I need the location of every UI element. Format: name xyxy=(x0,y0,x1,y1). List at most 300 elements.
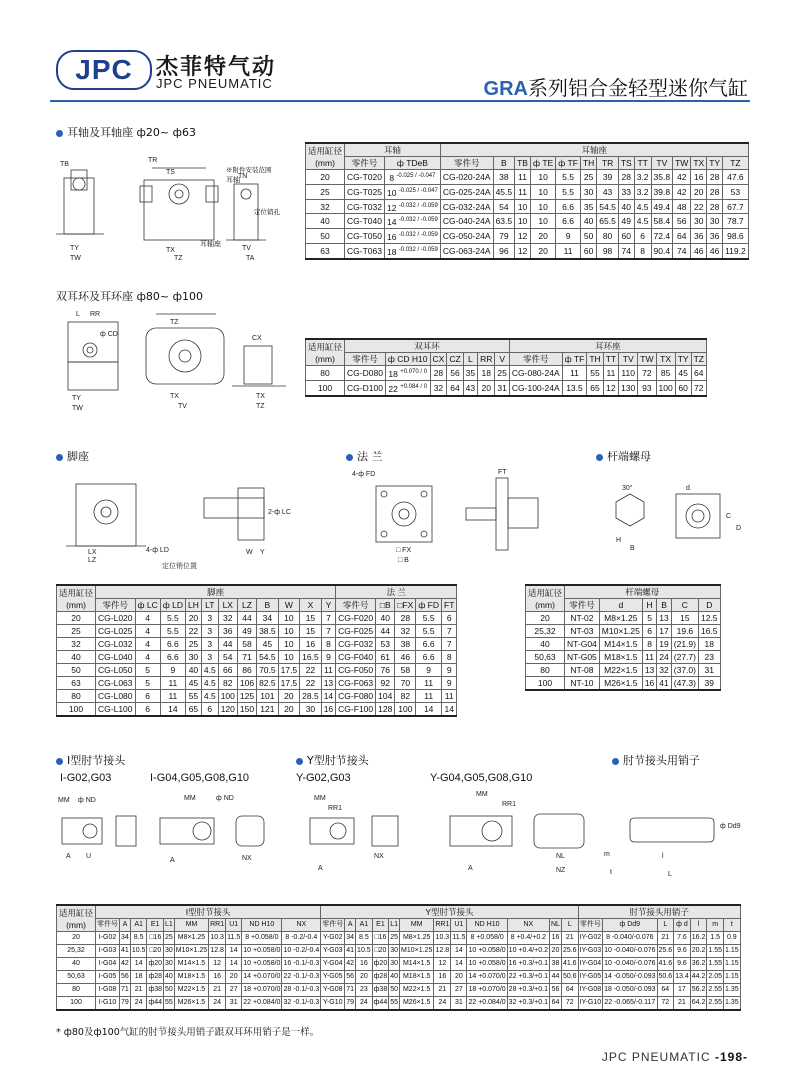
clevis-table xyxy=(305,338,707,397)
table-cell: 54.5 xyxy=(597,199,619,214)
table-cell: 10 xyxy=(530,199,555,214)
table-cell: CG-020-24A xyxy=(440,170,493,185)
svg-text:m: m xyxy=(604,851,610,858)
table-cell: 12 $^{-0.032 / -0.059}$ xyxy=(384,199,440,214)
table-cell: 64 xyxy=(550,997,562,1011)
y-sub-1: Y-G02,G03 xyxy=(296,772,351,784)
table-cell: 41 xyxy=(345,945,356,958)
table-cell: 24 xyxy=(356,997,373,1011)
table-cell: 98.6 xyxy=(723,229,749,244)
table-cell: 150 xyxy=(237,703,256,717)
i-group-header: I型肘节接头 xyxy=(96,905,321,919)
table-cell: 34 xyxy=(120,932,131,945)
table-cell: CG-F080 xyxy=(336,690,376,703)
table-cell: 21 xyxy=(209,984,226,997)
table-cell: M18×1.5 xyxy=(400,971,434,984)
section-clevis xyxy=(56,288,203,304)
table-cell: CG-T063 xyxy=(345,244,385,259)
series-title xyxy=(484,72,748,101)
table-cell: 13 xyxy=(657,612,671,625)
foot-flange-table xyxy=(56,584,457,717)
table-cell: ф38 xyxy=(372,984,389,997)
table-cell: 32 xyxy=(218,612,237,625)
column-header: ф LD xyxy=(160,599,185,612)
table-cell: 16 xyxy=(642,677,656,691)
table-cell: 40 xyxy=(163,971,174,984)
bore-header: 适用缸径 (mm) xyxy=(57,905,96,932)
svg-text:U: U xyxy=(86,853,92,860)
table-cell: 40 xyxy=(389,971,400,984)
column-header: TV xyxy=(619,353,638,366)
table-cell: 18 +0.070/0 xyxy=(242,984,282,997)
table-cell: 1.35 xyxy=(724,997,741,1011)
table-cell: 63.5 xyxy=(493,214,515,229)
column-header: U1 xyxy=(451,919,467,932)
table-cell: 25.6 xyxy=(657,945,674,958)
column-header: NX xyxy=(507,919,549,932)
table-cell: 10 xyxy=(278,625,300,638)
nut-group-header: 杆端螺母 xyxy=(565,585,721,599)
bore-header: 适用缸径 (mm) xyxy=(57,585,96,612)
bore-header: 适用缸径 (mm) xyxy=(306,339,345,366)
table-cell: 17.5 xyxy=(278,664,300,677)
table-cell: 25 xyxy=(163,932,174,945)
table-cell: 13.5 xyxy=(562,380,587,395)
table-cell: 50.6 xyxy=(657,971,674,984)
table-row xyxy=(57,971,741,984)
table-cell: 32 xyxy=(57,638,96,651)
bullet-icon xyxy=(346,454,353,461)
table-cell: 36.2 xyxy=(690,958,707,971)
column-header: LT xyxy=(201,599,218,612)
table-cell: 35 xyxy=(580,199,596,214)
column-header: TZ xyxy=(691,353,706,366)
svg-text:4-ф LD: 4-ф LD xyxy=(146,547,169,554)
table-cell: ф20 xyxy=(372,958,389,971)
column-header: CX xyxy=(430,353,447,366)
table-cell: 13.4 xyxy=(674,971,691,984)
table-cell: 44 xyxy=(376,625,395,638)
table-cell: 22 +0.3/+0.1 xyxy=(507,971,549,984)
column-header: W xyxy=(278,599,300,612)
section-y-title: Y型肘节接头 xyxy=(307,754,369,767)
table-cell: 24 xyxy=(130,997,147,1011)
label-note: ※附件安装范围 xyxy=(226,167,272,174)
table-cell: 96 xyxy=(493,244,515,259)
svg-text:NX: NX xyxy=(242,855,252,862)
table-cell: (47.3) xyxy=(671,677,698,691)
svg-text:ф Dd9: ф Dd9 xyxy=(720,823,741,830)
table-cell: 40 xyxy=(618,199,634,214)
table-cell: 39.8 xyxy=(651,184,673,199)
table-cell: I-G08 xyxy=(96,984,120,997)
svg-text:4-ф FD: 4-ф FD xyxy=(352,471,376,478)
table-cell: 104 xyxy=(376,690,395,703)
table-cell: NT-02 xyxy=(565,612,600,625)
table-cell: 6.6 xyxy=(416,651,442,664)
table-cell: NT-03 xyxy=(565,625,600,638)
table-cell: 56.2 xyxy=(690,984,707,997)
table-cell: 42 xyxy=(673,184,691,199)
table-cell: 3.2 xyxy=(634,170,651,185)
table-cell: 20 xyxy=(691,184,707,199)
table-cell: 2.05 xyxy=(707,971,724,984)
table-cell: CG-F020 xyxy=(336,612,376,625)
table-cell: 16 xyxy=(321,703,335,717)
table-cell: 54 xyxy=(493,199,515,214)
table-cell: IY-G03 xyxy=(578,945,603,958)
table-cell: 2.55 xyxy=(707,997,724,1011)
table-cell: 60 xyxy=(580,244,596,259)
table-cell: 20 xyxy=(451,971,467,984)
table-cell: 15 xyxy=(300,625,322,638)
table-cell: 10 xyxy=(530,170,555,185)
table-cell: Y-G10 xyxy=(321,997,345,1011)
table-cell: M18×1.5 xyxy=(174,971,208,984)
table-row xyxy=(306,184,749,199)
label-seat: 耳轴座 xyxy=(200,241,221,248)
svg-text:L: L xyxy=(76,311,80,318)
svg-text:RR1: RR1 xyxy=(328,805,343,812)
table-cell: CG-L025 xyxy=(96,625,136,638)
table-cell: 6 xyxy=(135,703,160,717)
tolerance: +0.070 / 0 xyxy=(400,369,428,375)
svg-text:TY: TY xyxy=(72,395,81,402)
table-cell: 14 -0.050/-0.093 xyxy=(603,971,657,984)
table-cell: 35.8 xyxy=(651,170,673,185)
clevis-group-header: 双耳环 xyxy=(345,339,510,353)
table-cell: 30 xyxy=(707,214,723,229)
table-cell: 13 xyxy=(642,664,656,677)
table-cell: 41 xyxy=(657,677,671,691)
table-cell: M22×1.5 xyxy=(174,984,208,997)
table-row xyxy=(57,690,457,703)
svg-text:NX: NX xyxy=(374,853,384,860)
table-cell: 17.5 xyxy=(278,677,300,690)
table-cell: 79 xyxy=(120,997,131,1011)
table-cell: 40 xyxy=(580,214,596,229)
svg-text:TX: TX xyxy=(256,393,265,400)
table-row xyxy=(57,664,457,677)
table-cell: 20 xyxy=(57,932,96,945)
table-row xyxy=(57,997,741,1011)
table-row xyxy=(526,664,721,677)
table-cell: 93 xyxy=(638,380,656,395)
table-cell: 21 xyxy=(561,932,578,945)
table-cell: 90.4 xyxy=(651,244,673,259)
table-cell: 22 $^{+0.084 / 0}$ xyxy=(385,380,430,395)
table-cell: 58.4 xyxy=(651,214,673,229)
svg-text:TY: TY xyxy=(70,245,79,252)
table-cell: 55 xyxy=(587,366,603,381)
table-cell: 78.7 xyxy=(723,214,749,229)
table-cell: 55 xyxy=(163,997,174,1011)
table-cell: 38 xyxy=(493,170,515,185)
table-cell: 4 xyxy=(135,625,160,638)
table-cell: 5.5 xyxy=(160,625,185,638)
table-cell: M10×1.25 xyxy=(599,625,642,638)
section-i-title: I型肘节接头 xyxy=(67,754,126,767)
table-cell: 15 xyxy=(671,612,698,625)
table-cell: 65 xyxy=(587,380,603,395)
table-cell: NT-08 xyxy=(565,664,600,677)
bore-header: 适用缸径 (mm) xyxy=(526,585,565,612)
table-cell: CG-L100 xyxy=(96,703,136,717)
footnote: * ф80及ф100气缸的肘节接头用销子跟双耳环用销子是一样。 xyxy=(56,1027,320,1038)
table-cell: NT-G04 xyxy=(565,638,600,651)
table-cell: 18 xyxy=(478,366,495,381)
table-cell: 19 xyxy=(657,638,671,651)
svg-text:NZ: NZ xyxy=(556,867,566,874)
table-cell: 11.5 xyxy=(451,932,467,945)
bullet-icon xyxy=(56,454,63,461)
column-header: TX xyxy=(656,353,675,366)
table-cell: 45 xyxy=(185,677,201,690)
table-row xyxy=(57,612,457,625)
table-cell: 98 xyxy=(597,244,619,259)
table-cell: 4.5 xyxy=(201,690,218,703)
column-header: LZ xyxy=(237,599,256,612)
table-row xyxy=(526,638,721,651)
table-cell: CG-T025 xyxy=(345,184,385,199)
table-cell: 18 xyxy=(698,638,720,651)
table-cell: 14 xyxy=(226,945,242,958)
table-cell: 40 xyxy=(306,214,345,229)
table-cell: 6 xyxy=(442,612,457,625)
svg-text:L: L xyxy=(668,871,672,878)
column-header: 零件号 xyxy=(565,599,600,612)
table-cell: 1.15 xyxy=(724,945,741,958)
table-cell: 1.55 xyxy=(707,945,724,958)
table-cell: 12 xyxy=(515,229,531,244)
column-header: FT xyxy=(442,599,457,612)
bullet-icon xyxy=(56,758,63,765)
joint-table xyxy=(56,904,741,1011)
table-cell: 14 xyxy=(226,958,242,971)
column-header: ND H10 xyxy=(242,919,282,932)
table-cell: 4.5 xyxy=(201,664,218,677)
table-cell: 25 xyxy=(580,170,596,185)
column-header: NL xyxy=(550,919,562,932)
table-cell: 50 xyxy=(389,984,400,997)
brand-name-cn: 杰菲特气动 xyxy=(156,55,277,80)
table-cell: 12.8 xyxy=(209,945,226,958)
svg-text:ф ND: ф ND xyxy=(78,797,96,804)
table-cell: M14×1.5 xyxy=(599,638,642,651)
table-row xyxy=(306,244,749,259)
table-cell: CG-F025 xyxy=(336,625,376,638)
table-cell: 22 +0.084/0 xyxy=(242,997,282,1011)
table-cell: 16 xyxy=(300,638,322,651)
column-header: V xyxy=(495,353,509,366)
table-cell: Y-G04 xyxy=(321,958,345,971)
table-cell: 14 +0.070/0 xyxy=(242,971,282,984)
table-cell: 9 xyxy=(442,664,457,677)
table-row xyxy=(57,651,457,664)
table-cell: 10.3 xyxy=(209,932,226,945)
brand-name-en: JPC PNEUMATIC xyxy=(156,76,273,91)
column-header: LH xyxy=(185,599,201,612)
table-cell: 40 xyxy=(185,664,201,677)
table-cell: 8 xyxy=(642,638,656,651)
table-cell: 6.6 xyxy=(160,638,185,651)
table-cell: 92 xyxy=(376,677,395,690)
table-cell: 30 xyxy=(389,958,400,971)
table-cell: 8 +0.058/0 xyxy=(242,932,282,945)
table-cell: 30 xyxy=(163,958,174,971)
table-cell: 7 xyxy=(321,612,335,625)
table-cell: 9 xyxy=(160,664,185,677)
table-cell: 8 -0.2/-0.4 xyxy=(282,932,321,945)
table-cell: 70.5 xyxy=(257,664,279,677)
table-cell: 61 xyxy=(376,651,395,664)
table-cell: ф44 xyxy=(372,997,389,1011)
column-header: MM xyxy=(400,919,434,932)
column-header: TW xyxy=(673,157,691,170)
table-cell: 11 xyxy=(321,664,335,677)
table-cell: 28 xyxy=(395,612,416,625)
table-cell: 25 xyxy=(389,932,400,945)
table-cell: IY-G04 xyxy=(578,958,603,971)
table-cell: CG-F040 xyxy=(336,651,376,664)
svg-text:TZ: TZ xyxy=(174,255,183,262)
table-cell: 71 xyxy=(120,984,131,997)
svg-text:MM: MM xyxy=(58,797,70,804)
column-header: LX xyxy=(218,599,237,612)
table-cell: 74 xyxy=(673,244,691,259)
table-cell: 14 xyxy=(416,703,442,717)
svg-text:RR: RR xyxy=(90,311,101,318)
table-cell: 6 xyxy=(135,690,160,703)
table-cell: CG-T040 xyxy=(345,214,385,229)
pin-group-header: 肘节接头用销子 xyxy=(578,905,740,919)
table-cell: 21 xyxy=(657,932,674,945)
table-cell: 58 xyxy=(395,664,416,677)
table-cell: CG-T020 xyxy=(345,170,385,185)
table-cell: 16 $^{-0.032 / -0.059}$ xyxy=(384,229,440,244)
seat-group-header: 耳轴座 xyxy=(440,143,748,157)
table-cell: 56 xyxy=(345,971,356,984)
column-header: B xyxy=(657,599,671,612)
table-cell: 12.5 xyxy=(698,612,720,625)
tolerance: +0.084 / 0 xyxy=(400,383,428,390)
table-cell: 7 xyxy=(321,625,335,638)
svg-text:LZ: LZ xyxy=(88,557,97,564)
svg-text:TS: TS xyxy=(166,169,175,176)
table-cell: 63 xyxy=(57,677,96,690)
column-header: TH xyxy=(587,353,603,366)
table-cell: 72 xyxy=(638,366,656,381)
column-header: 零件号 xyxy=(345,353,386,366)
table-cell: 35 xyxy=(463,366,477,381)
table-cell: (27.7) xyxy=(671,651,698,664)
table-cell: M8×1.25 xyxy=(400,932,434,945)
table-cell: 36 xyxy=(707,229,723,244)
table-cell: 100 xyxy=(57,997,96,1011)
seat-part-header: 零件号 xyxy=(440,157,493,170)
table-cell: 31 xyxy=(495,380,509,395)
table-cell: 3 xyxy=(201,651,218,664)
table-cell: 24 xyxy=(657,651,671,664)
table-cell: 10 +0.058/0 xyxy=(242,945,282,958)
svg-text:l: l xyxy=(662,853,664,860)
table-cell: 10 +0.058/0 xyxy=(242,958,282,971)
table-cell: CG-L080 xyxy=(96,690,136,703)
bullet-icon xyxy=(296,758,303,765)
table-cell: 20 xyxy=(478,380,495,395)
table-cell: IY-G02 xyxy=(578,932,603,945)
table-cell: 2.55 xyxy=(707,984,724,997)
svg-text:MM: MM xyxy=(476,791,488,798)
svg-text:TZ: TZ xyxy=(170,319,179,326)
svg-text:t: t xyxy=(610,869,612,876)
column-header: TT xyxy=(603,353,618,366)
table-cell: 119.2 xyxy=(723,244,749,259)
table-cell: Y-G08 xyxy=(321,984,345,997)
table-cell: CG-063-24A xyxy=(440,244,493,259)
table-cell: 11 xyxy=(416,690,442,703)
table-cell: 32 -0.1/-0.3 xyxy=(282,997,321,1011)
table-cell: ф28 xyxy=(147,971,164,984)
i-sub-1: I-G02,G03 xyxy=(60,772,112,784)
table-cell: 20 xyxy=(530,244,555,259)
table-cell: 4.5 xyxy=(634,214,651,229)
tolerance: -0.025 / -0.047 xyxy=(396,173,436,179)
table-cell: 46 xyxy=(707,244,723,259)
table-cell: 82 xyxy=(218,677,237,690)
table-cell: 10 -0.040/-0.076 xyxy=(603,945,657,958)
table-cell: 76 xyxy=(376,664,395,677)
table-cell: 30 xyxy=(300,703,322,717)
table-cell: 38 xyxy=(550,958,562,971)
table-cell: M26×1.5 xyxy=(400,997,434,1011)
table-row xyxy=(57,958,741,971)
table-cell: 41 xyxy=(120,945,131,958)
table-cell: 46 xyxy=(395,651,416,664)
table-cell: 38.5 xyxy=(257,625,279,638)
column-header: RR xyxy=(478,353,495,366)
table-cell: 80 xyxy=(526,664,565,677)
table-cell: 10 xyxy=(515,199,531,214)
table-row xyxy=(57,932,741,945)
table-cell: CG-025-24A xyxy=(440,184,493,199)
svg-text:A: A xyxy=(66,853,71,860)
column-header: 零件号 xyxy=(96,919,120,932)
table-cell: 8 xyxy=(321,638,335,651)
table-cell: 14 +0.070/0 xyxy=(467,971,507,984)
column-header: Y xyxy=(321,599,335,612)
bullet-icon xyxy=(612,758,619,765)
svg-text:TX: TX xyxy=(170,393,179,400)
table-cell: 100 xyxy=(306,380,345,395)
table-cell: 66 xyxy=(218,664,237,677)
label-foot-pin: 定位销位置 xyxy=(162,563,197,570)
table-cell: 16 xyxy=(434,971,451,984)
table-cell: 36 xyxy=(218,625,237,638)
section-clevis-title: 双耳环及耳环座 ф80~ ф100 xyxy=(56,290,204,303)
table-cell: 47.6 xyxy=(723,170,749,185)
table-cell: 63 xyxy=(306,244,345,259)
table-cell: 28 xyxy=(618,170,634,185)
column-header: TR xyxy=(597,157,619,170)
table-cell: 11 xyxy=(160,690,185,703)
table-cell: 28 xyxy=(707,184,723,199)
table-cell: 50 xyxy=(580,229,596,244)
column-header: B xyxy=(493,157,515,170)
table-cell: 14 xyxy=(442,703,457,717)
table-cell: 100 xyxy=(656,380,675,395)
table-cell: 71 xyxy=(237,651,256,664)
